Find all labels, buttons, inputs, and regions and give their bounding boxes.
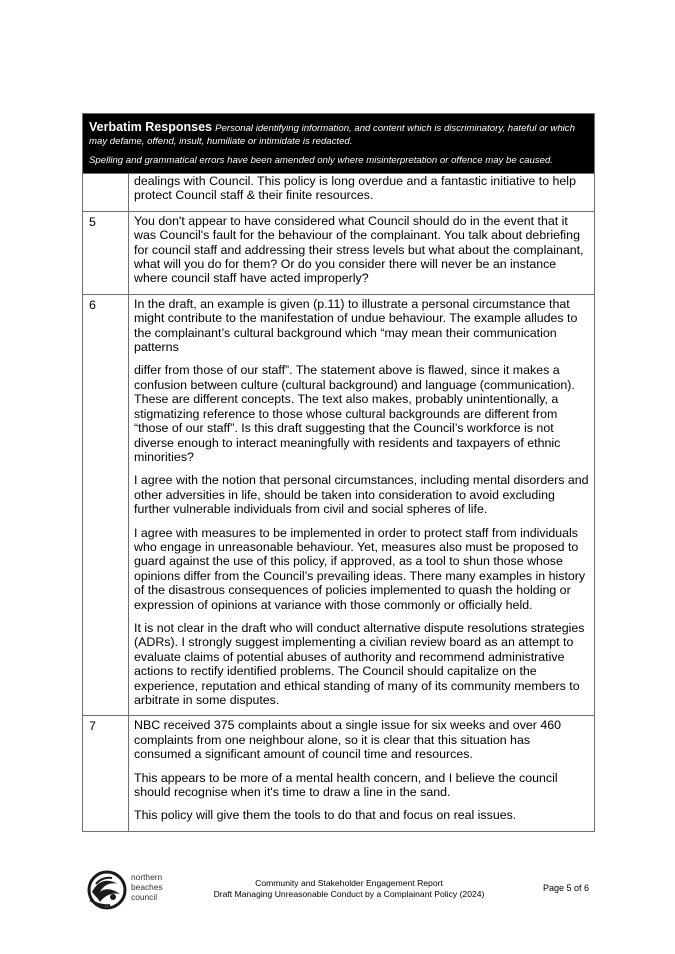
response-paragraph: I agree with the notion that personal circumstances, including mental disorders and other adversities in life, should be taken into consideration to avoid excluding further vulnerable individuals from civil and social spheres of life. (134, 473, 589, 517)
verbatim-responses-table (82, 113, 595, 832)
response-paragraph: You don't appear to have considered what Council should do in the event that it was Council's fault for the behaviour of the complainant. You talk about debriefing for council staff and addressing their stress levels but what about the complainant, what will you do for them? Or do you consider there will never be an instance where council staff have acted improperly? (134, 213, 584, 286)
response-paragraph: In the draft, an example is given (p.11) to illustrate a personal circumstance that might contribute to the manifestation of undue behaviour. The example alludes to the complainant’s cultural background which “may mean their communication patterns (134, 296, 578, 355)
table-header (83, 114, 594, 173)
table-row (83, 715, 594, 830)
response-cell (129, 212, 594, 294)
response-paragraph: dealings with Council. This policy is long overdue and a fantastic initiative to help protect Council staff & their finite resources. (134, 174, 576, 203)
row-number: 5 (83, 212, 129, 294)
table-row (83, 173, 594, 211)
table-redaction-note: Personal identifying information, and content which is discriminatory, hateful or which may defame, offend, insult, humiliate or intimidate is redacted. (89, 123, 575, 147)
response-paragraph: differ from those of our staff”. The statement above is flawed, since it makes a confusion between culture (cultural background) and language (communication). These are different concepts. The text also makes, probably unintentionally, a stigmatizing reference to those whose cultural backgrounds are different from “those of our staff”. Is this draft suggesting that the Council’s workforce is not diverse enough to interact meaningfully with residents and taxpayers of ethnic minorities? (134, 363, 575, 464)
response-paragraph: This policy will give them the tools to do that and focus on real issues. (134, 808, 517, 823)
table-title: Verbatim Responses (89, 120, 212, 134)
table-row (83, 211, 594, 294)
row-number: 6 (83, 295, 129, 716)
page-number: Page 5 of 6 (543, 883, 590, 893)
response-paragraph: This appears to be more of a mental health concern, and I believe the council should recognise when it's time to draw a line in the sand. (134, 770, 558, 800)
response-paragraph: NBC received 375 complaints about a single issue for six weeks and over 460 complaints from one neighbour alone, so it is clear that this situation has consumed a significant amount of council time and resources. (134, 718, 562, 762)
response-cell (129, 716, 594, 830)
response-paragraph: I agree with measures to be implemented in order to protect staff from individuals who engage in unreasonable behaviour. Yet, measures also must be proposed to guard against the use of this policy, if approved, as a tool to shun those whose opinions differ from the Council’s prevailing ideas. There many examples in history of the disastrous consequences of policies implemented to quash the holding or expression of opinions at variance with those commonly or officially held. (134, 525, 586, 612)
row-number: 7 (83, 716, 129, 830)
response-paragraph: It is not clear in the draft who will conduct alternative dispute resolutions strategies (ADRs). I strongly suggest implementing a civilian review board as an attempt to evaluate claims of potential abuses of authority and recommend administrative actions to rectify identified problems. The Council should capitalize on the experience, reputation and ethical standing of many of its community members to arbitrate in some disputes. (134, 620, 585, 707)
response-cell (129, 174, 594, 211)
northern-beaches-logo-icon (86, 870, 128, 910)
row-number (83, 174, 129, 211)
logo-wordmark: northern beaches council (131, 872, 163, 903)
response-cell (129, 295, 594, 716)
footer-document-title: Community and Stakeholder Engagement Report Draft Managing Unreasonable Conduct by a Complainant Policy (2024) (213, 878, 485, 899)
table-row (83, 294, 594, 716)
table-spelling-note: Spelling and grammatical errors have been amended only where misinterpretation or offence may be caused. (89, 155, 553, 166)
page-footer (0, 866, 675, 916)
